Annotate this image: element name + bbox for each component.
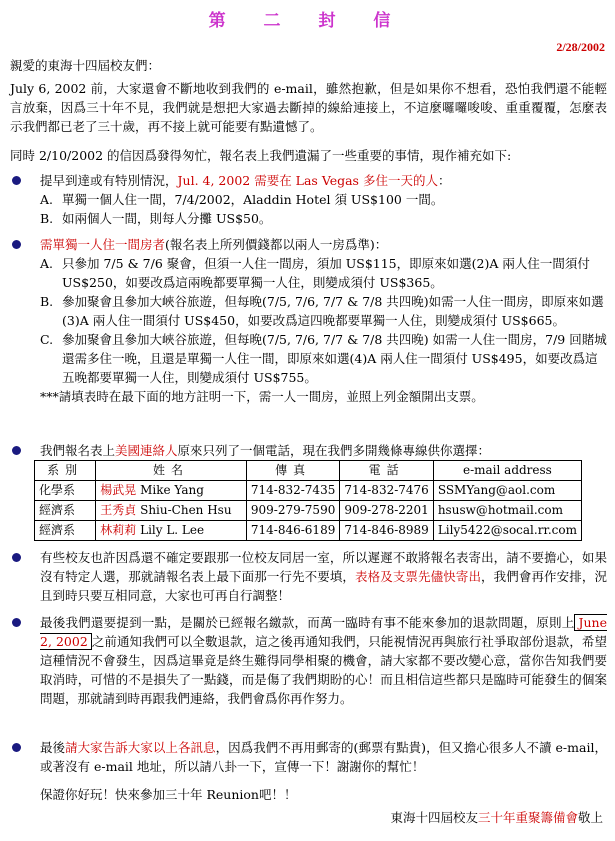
paragraph-highlight: 表格及支票先儘快寄出: [355, 569, 482, 584]
paragraph-suffix: 之前通知我們可以全數退款，這之後再通知我們，只能視情況再與旅行社爭取部份退款，希望這種情況不會發生，因爲這畢竟是終生難得同學相聚的機會，請大家都不要改變心意，當你告知我們要取消時，可惜的不是損失了一點錢，而是傷了我們期盼的心！而且相信這些都只是臨時可能發生的個案問題，那就請到時再跟我們連絡，我們會爲你再作努力。: [40, 634, 607, 706]
heading-suffix: 原來只列了一個電話，現在我們多開幾條專線供你選擇：: [177, 443, 491, 458]
email-link[interactable]: SSMYang@aol.com: [433, 481, 581, 501]
paragraph-suffix: ，因爲我們不再用郵寄的(郵票有點貴)，但又擔心很多人不讀 e-mail，或著沒有 e-mail 地址，所以請八卦一下，宣傳一下！謝謝你的幫忙！: [40, 740, 607, 774]
table-header-row: [35, 461, 582, 481]
option-text: 參加聚會且參加大峽谷旅遊，但每晚(7/5, 7/6, 7/7 & 7/8 共四晚)如需一人住一間房，即原來如選(3)A 兩人住一間須付 US$450，如要改爲這四晚都要單獨一人住，則變成須付 US$665。: [62, 294, 604, 328]
bullet-icon: [12, 176, 21, 185]
bullet-icon: [12, 240, 21, 249]
signature-suffix: 敬上: [577, 810, 603, 825]
option-label: B.: [40, 211, 54, 226]
closing-line: 保證你好玩！快來參加三十年 Reunion吧！！: [40, 787, 297, 802]
table-row: [35, 521, 582, 541]
signature-highlight: 三十年重聚籌備會: [477, 810, 578, 825]
heading-highlight: 需單獨一人住一間房者: [40, 237, 166, 252]
table-row: [35, 481, 582, 501]
single-room-note: ***請填表時在最下面的地方註明一下，需一人一間房，並照上列金額開出支票。: [40, 389, 484, 404]
signature-text: 東海十四屆校友: [390, 810, 478, 825]
option-text: 參加聚會且參加大峽谷旅遊，但每晚(7/5, 7/6, 7/7 & 7/8 共四晚) 如需一人住一間房，7/9 回賭城還需多住一晚，且還是單獨一人住一間，即原來如選(4)A 兩人住一間須付 US$495，如要改爲這五晚都要單獨一人住，則變成須付 US$755。: [62, 332, 607, 385]
column-header: 系別: [35, 461, 96, 481]
option-b: [40, 292, 607, 330]
roommate-paragraph: [40, 548, 607, 605]
paragraph-text: 最後: [40, 740, 66, 755]
name-zh: 楊武晃: [100, 483, 137, 497]
bullet-icon: [12, 743, 21, 752]
dept-cell: 化學系: [35, 481, 96, 501]
heading-text: 我們報名表上: [40, 443, 116, 458]
option-label: C.: [40, 332, 54, 347]
greeting: 親愛的東海十四屆校友們：: [10, 58, 161, 73]
phone-cell: 714-846-8989: [340, 521, 433, 541]
option-text: 如兩個人一間，則每人分攤 US$50。: [62, 211, 272, 226]
letter-title: 第 二 封 信: [208, 11, 407, 31]
early-arrival-heading: [40, 171, 607, 190]
name-zh: 王秀貞: [100, 503, 137, 517]
name-zh: 林莉莉: [100, 523, 137, 537]
bullet-icon: [12, 553, 21, 562]
paragraph-highlight: 請大家告訴大家以上各訊息: [65, 740, 216, 755]
heading-text: (報名表上所列價錢都以兩人一房爲準)：: [165, 237, 388, 252]
table-row: [35, 501, 582, 521]
name-en: Mike Yang: [140, 483, 204, 497]
column-header: 姓名: [96, 461, 247, 481]
heading-highlight: Jul. 4, 2002 需要在 Las Vegas 多住一天的人: [177, 173, 438, 188]
paragraph-suffix: ，我們會再作安排，況且到時只要互相同意，大家也可再自行調整！: [40, 569, 607, 603]
option-c: [40, 330, 607, 387]
bullet-icon: [12, 618, 21, 627]
option-b: [40, 209, 607, 228]
bullet-icon: [12, 446, 21, 455]
heading-suffix: ：: [437, 173, 451, 188]
early-arrival-section: [40, 171, 607, 228]
letter-date: 2/28/2002: [556, 40, 605, 54]
email-link[interactable]: Lily5422@socal.rr.com: [433, 521, 581, 541]
email-link[interactable]: hsusw@hotmail.com: [433, 501, 581, 521]
option-label: A.: [40, 256, 54, 271]
intro-paragraph-2: 同時 2/10/2002 的信因爲發得匆忙，報名表上我們遺漏了一些重要的事情，現作補充如下:: [10, 148, 512, 163]
name-en: Shiu-Chen Hsu: [140, 503, 232, 517]
heading-highlight: 美國連絡人: [115, 443, 178, 458]
paragraph-text: 最後我們還要提到一點，是關於已經報名繳款，而萬一臨時有事不能來參加的退款問題，原則上: [40, 615, 575, 630]
column-header: 傳真: [246, 461, 339, 481]
name-en: Lily L. Lee: [140, 523, 205, 537]
signature: [390, 808, 603, 827]
dept-cell: 經濟系: [35, 521, 96, 541]
refund-paragraph: [40, 613, 607, 708]
single-room-heading: [40, 235, 607, 254]
refund-deadline: June 2, 2002: [40, 615, 607, 649]
contacts-heading: [40, 441, 607, 460]
name-cell: [96, 481, 247, 501]
dept-cell: 經濟系: [35, 501, 96, 521]
option-text: 單獨一個人住一間，7/4/2002，Aladdin Hotel 須 US$100 一間。: [62, 192, 444, 207]
phone-cell: 909-278-2201: [340, 501, 433, 521]
fax-cell: 714-832-7435: [246, 481, 339, 501]
option-label: A.: [40, 192, 54, 207]
phone-cell: 714-832-7476: [340, 481, 433, 501]
column-header: e-mail address: [433, 461, 581, 481]
single-room-section: [40, 235, 607, 406]
heading-text: 提早到達或有特別情況，: [40, 173, 178, 188]
option-label: B.: [40, 294, 54, 309]
option-a: [40, 254, 607, 292]
name-cell: [96, 501, 247, 521]
name-cell: [96, 521, 247, 541]
fax-cell: 909-279-7590: [246, 501, 339, 521]
option-text: 只參加 7/5 & 7/6 聚會，但須一人住一間房，須加 US$115，即原來如選(2)A 兩人住一間須付 US$250，如要改爲這兩晚都要單獨一人住，則變成須付 US$365。: [62, 256, 590, 290]
paragraph-text: 有些校友也許因爲還不確定要跟那一位校友同居一室，所以遲遲不敢將報名表寄出，請不要擔心，如果沒有特定人選，那就請報名表上最下面那一行先不要填，: [40, 550, 607, 584]
intro-paragraph: July 6, 2002 前，大家還會不斷地收到我們的 e-mail，雖然抱歉，但是如果你不想看，恐怕我們還不能輕言放棄，因爲三十年不見，我們就是想把大家過去斷掉的線給連接上，不這麼囉囉唆唆、重重覆覆，怎麼表示我們都已老了三十歲，再不接上就可能要有點遺憾了。: [10, 81, 607, 134]
share-paragraph: [40, 738, 607, 776]
option-a: [40, 190, 607, 209]
column-header: 電話: [340, 461, 433, 481]
fax-cell: 714-846-6189: [246, 521, 339, 541]
contacts-table: [34, 460, 582, 541]
